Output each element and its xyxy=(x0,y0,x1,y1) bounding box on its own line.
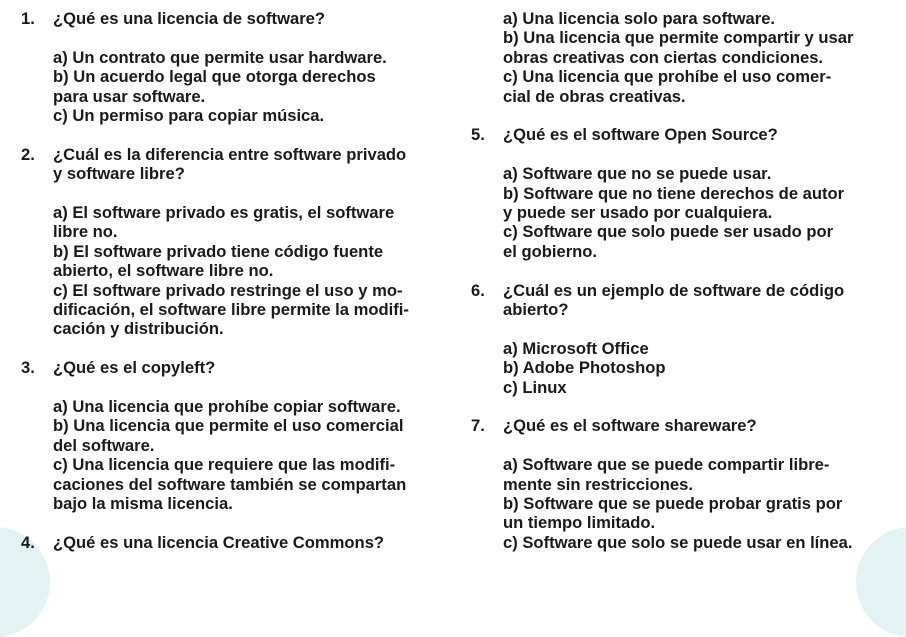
question-text: ¿Cuál es un ejemplo de software de código xyxy=(503,280,845,300)
question-title xyxy=(21,358,453,377)
option-b-continued: un tiempo limitado. xyxy=(503,513,656,533)
option-a: a) Microsoft Office xyxy=(503,338,649,358)
question-text: ¿Cuál es la diferencia entre software privado xyxy=(53,144,407,164)
option-a: a) Una licencia solo para software. xyxy=(503,9,776,28)
option-a: a) Software que se puede compartir libre- xyxy=(503,455,830,475)
right-column xyxy=(471,9,891,552)
option-c: c) El software privado restringe el uso y mo- xyxy=(53,280,403,300)
option-b: b) Software que se puede probar gratis por xyxy=(503,494,843,514)
option-b: b) El software privado tiene código fuente xyxy=(53,241,384,261)
question-text-continued: abierto? xyxy=(503,300,569,320)
option-b: b) Software que no tiene derechos de autor xyxy=(503,183,845,203)
option-b-continued: y puede ser usado por cualquiera. xyxy=(503,203,773,223)
question-title xyxy=(471,281,891,300)
question-number: 4. xyxy=(21,532,35,552)
option-c-continued: cial de obras creativas. xyxy=(503,86,686,106)
option-c: c) Una licencia que prohíbe el uso comer- xyxy=(503,67,832,87)
option-b: b) Un acuerdo legal que otorga derechos xyxy=(53,67,376,87)
option-c-continued: bajo la misma licencia. xyxy=(53,494,233,514)
option-c: c) Una licencia que requiere que las modifi- xyxy=(53,455,396,475)
option-c-continued: el gobierno. xyxy=(503,241,598,261)
question-text: ¿Qué es el copyleft? xyxy=(53,358,216,378)
question-text: ¿Qué es una licencia de software? xyxy=(53,9,326,28)
question-text: ¿Qué es una licencia Creative Commons? xyxy=(53,532,385,552)
option-b-continued: del software. xyxy=(53,435,155,455)
question-number: 6. xyxy=(471,280,485,300)
option-b: b) Una licencia que permite el uso comercial xyxy=(53,416,404,436)
question-title xyxy=(471,416,891,435)
option-c-continued: dificación, el software libre permite la modifi- xyxy=(53,300,409,320)
option-c: c) Linux xyxy=(503,377,567,397)
option-c: c) Software que solo se puede usar en línea. xyxy=(503,532,853,552)
option-a-continued: mente sin restricciones. xyxy=(503,474,693,494)
option-b-continued: para usar software. xyxy=(53,86,206,106)
question-title xyxy=(21,533,453,552)
question-number: 2. xyxy=(21,144,35,164)
option-c: c) Un permiso para copiar música. xyxy=(53,106,325,126)
left-column xyxy=(21,9,453,552)
option-a-continued: libre no. xyxy=(53,222,118,242)
option-a: a) Software que no se puede usar. xyxy=(503,164,772,184)
question-text: ¿Qué es el software Open Source? xyxy=(503,125,778,145)
question-title xyxy=(21,9,453,28)
question-number: 7. xyxy=(471,416,485,436)
question-text: ¿Qué es el software shareware? xyxy=(503,416,757,436)
option-c-continued: caciones del software también se compartan xyxy=(53,474,407,494)
question-text-continued: y software libre? xyxy=(53,164,185,184)
option-b-continued: obras creativas con ciertas condiciones. xyxy=(503,47,824,67)
question-number: 3. xyxy=(21,358,35,378)
question-2 xyxy=(21,145,453,339)
question-3 xyxy=(21,358,453,513)
option-c-continued: cación y distribución. xyxy=(53,319,224,339)
option-a: a) Una licencia que prohíbe copiar software. xyxy=(53,397,401,417)
question-1 xyxy=(21,9,453,125)
question-4-options xyxy=(471,9,891,106)
question-title xyxy=(471,125,891,144)
question-4 xyxy=(21,533,453,552)
question-5 xyxy=(471,125,891,261)
question-6 xyxy=(471,281,891,397)
option-c: c) Software que solo puede ser usado por xyxy=(503,222,834,242)
option-a: a) El software privado es gratis, el software xyxy=(53,203,395,223)
question-title xyxy=(21,145,453,164)
question-7 xyxy=(471,416,891,552)
question-number: 5. xyxy=(471,125,485,145)
option-b-continued: abierto, el software libre no. xyxy=(53,261,274,281)
option-b: b) Adobe Photoshop xyxy=(503,358,666,378)
option-b: b) Una licencia que permite compartir y usar xyxy=(503,28,854,48)
question-number: 1. xyxy=(21,9,35,28)
option-a: a) Un contrato que permite usar hardware. xyxy=(53,47,387,67)
